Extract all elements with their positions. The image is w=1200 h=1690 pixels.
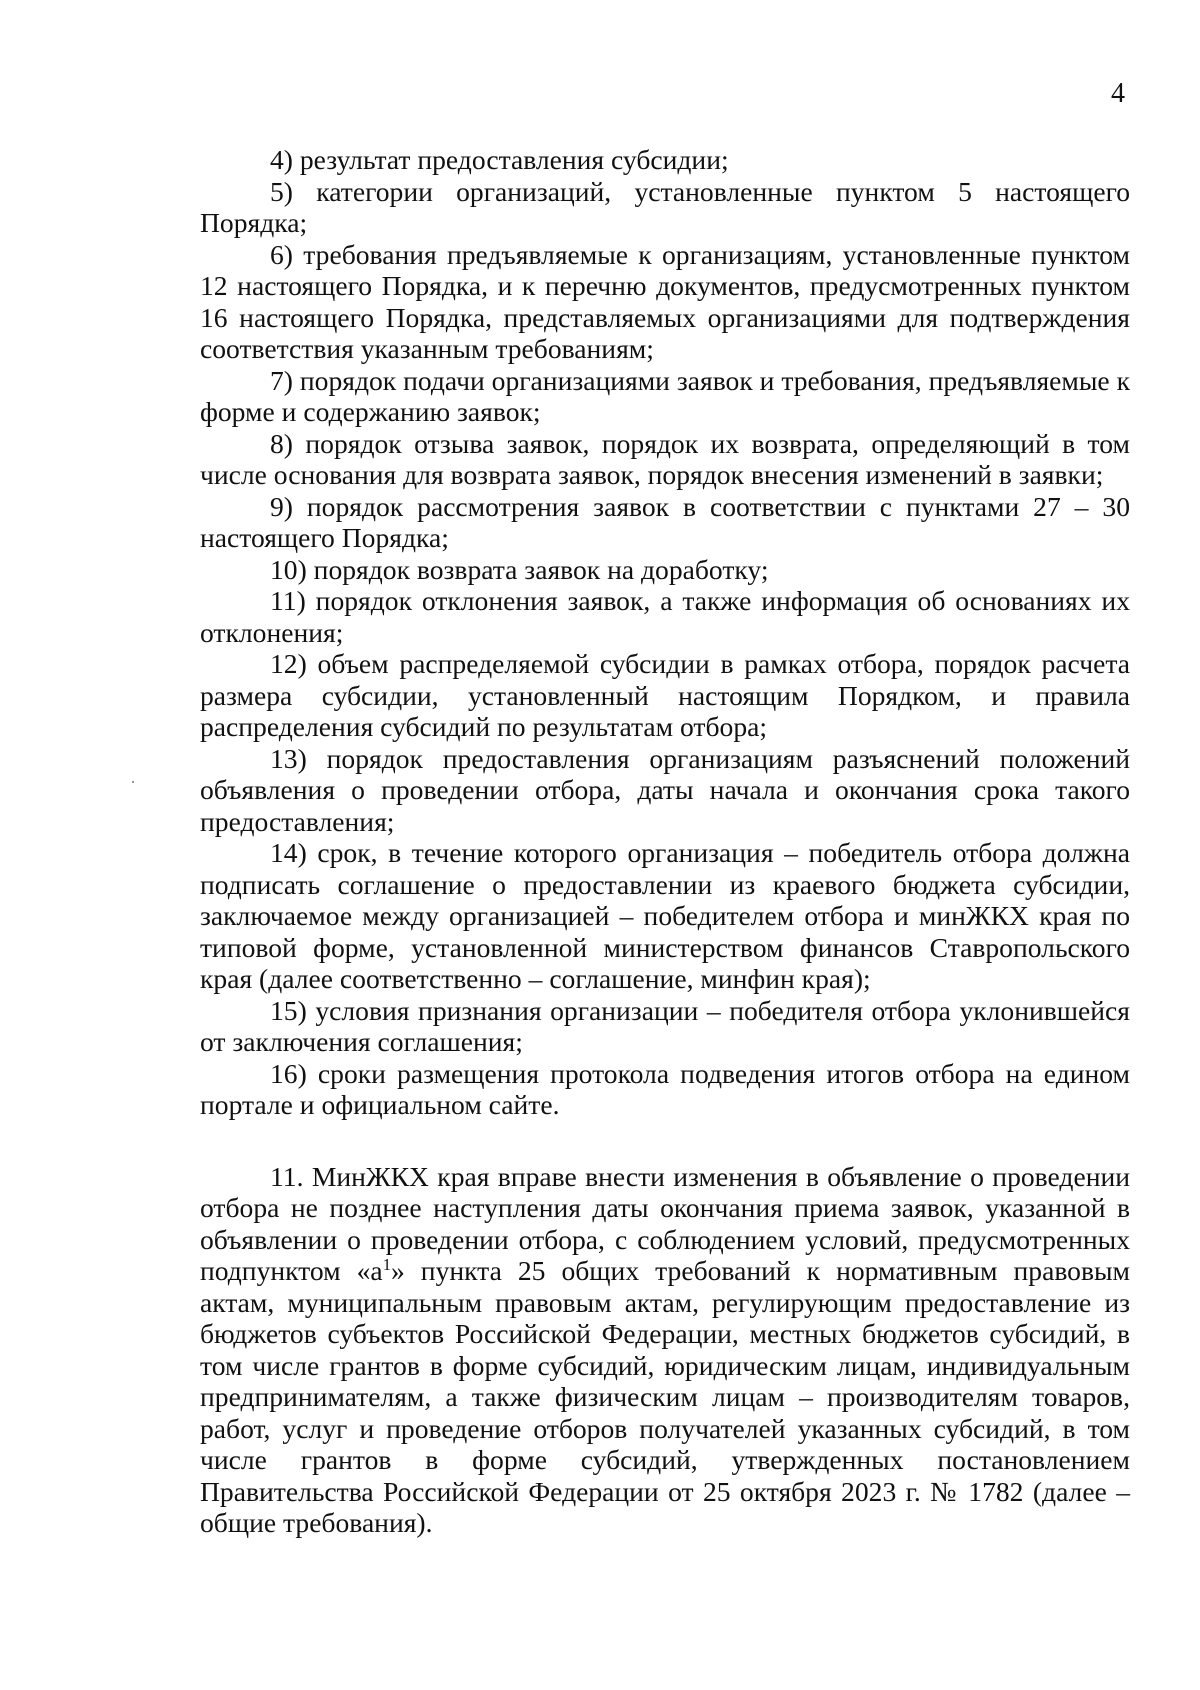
list-item-10: 10) порядок возврата заявок на доработку; xyxy=(270,553,769,585)
list-item-15: 15) условия признания организации – победителя отбора уклонившейся от заключения соглашения; xyxy=(200,994,1130,1057)
list-item-13: 13) порядок предоставления организациям разъяснений положений объявления о проведении отбора, даты начала и окончания срока такого предоставления; xyxy=(200,742,1130,837)
list-item-9: 9) порядок рассмотрения заявок в соответствии с пунктами 27 – 30 настоящего Порядка; xyxy=(200,490,1130,553)
list-item-6: 6) требования предъявляемые к организациям, установленные пунктом 12 настоящего Порядка, и к перечню документов, предусмотренных пунктом 16 настоящего Порядка, представляемых организациями для подтверждения соответствия указанным требованиям; xyxy=(200,238,1130,364)
list-item-12: 12) объем распределяемой субсидии в рамках отбора, порядок расчета размера субсидии, установленный настоящим Порядком, и правила распределения субсидий по результатам отбора; xyxy=(200,648,1130,742)
document-body xyxy=(200,144,1130,1539)
list-item-5: 5) категории организаций, установленные пунктом 5 настоящего Порядка; xyxy=(200,175,1130,238)
page-number: 4 xyxy=(1111,78,1125,109)
superscript-one: 1 xyxy=(382,1254,391,1274)
list-item-4: 4) результат предоставления субсидии; xyxy=(270,144,729,175)
paragraph-11 xyxy=(200,1161,1130,1539)
list-item-16: 16) сроки размещения протокола подведения итогов отбора на едином портале и официальном сайте. xyxy=(200,1057,1130,1120)
list-item-7: 7) порядок подачи организациями заявок и требования, предъявляемые к форме и содержанию заявок; xyxy=(200,364,1130,427)
scan-speck xyxy=(132,781,134,783)
list-item-11: 11) порядок отклонения заявок, а также информация об основаниях их отклонения; xyxy=(200,585,1130,648)
list-item-8: 8) порядок отзыва заявок, порядок их возврата, определяющий в том числе основания для возврата заявок, порядок внесения изменений в заявки; xyxy=(200,427,1130,490)
paragraph-11-text-start: 11. МинЖКХ края вправе внести изменения в объявление о проведении отбора не позднее наступления даты окончания приема заявок, указанной в объявлении о проведении отбора, с соблюдением условий, предусмотренных подпунктом «а xyxy=(200,1160,1130,1286)
list-item-14: 14) срок, в течение которого организация – победитель отбора должна подписать соглашение о предоставлении из краевого бюджета субсидии, заключаемое между организацией – победителем отбора и минЖКХ края по типовой форме, установленной министерством финансов Ставропольского края (далее соответственно – соглашение, минфин края); xyxy=(200,837,1130,994)
paragraph-11-text-end: » пункта 25 общих требований к нормативным правовым актам, муниципальным правовым актам, регулирующим предоставление из бюджетов субъектов Российской Федерации, местных бюджетов субсидий, в том числе грантов в форме субсидий, юридическим лицам, индивидуальным предпринимателям, а также физическим лицам – производителям товаров, работ, услуг и проведение отборов получателей указанных субсидий, в том числе грантов в форме субсидий, утвержденных постановлением Правительства Российской Федерации от 25 октября 2023 г. № 1782 (далее – общие требования). xyxy=(200,1255,1130,1538)
